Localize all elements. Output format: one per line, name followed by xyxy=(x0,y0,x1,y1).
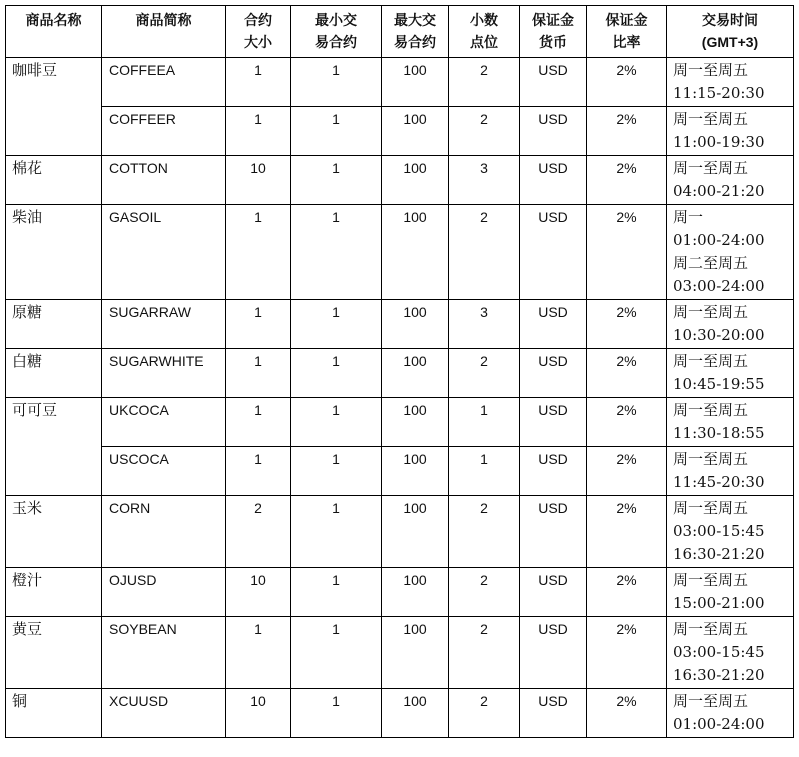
min-trade: 1 xyxy=(291,349,382,398)
margin-ratio: 2% xyxy=(587,107,667,156)
max-trade: 100 xyxy=(382,156,449,205)
trading-hours-line: 11:30-18:55 xyxy=(673,424,765,442)
product-name: 玉米 xyxy=(6,496,102,568)
margin-currency: USD xyxy=(520,300,587,349)
table-row xyxy=(6,58,794,107)
product-name: 原糖 xyxy=(6,300,102,349)
min-trade: 1 xyxy=(291,156,382,205)
table-row xyxy=(6,107,794,156)
margin-currency: USD xyxy=(520,568,587,617)
contract-size: 2 xyxy=(226,496,291,568)
table-body xyxy=(6,58,794,738)
trading-hours-line: 周一至周五 xyxy=(673,352,749,370)
trading-hours xyxy=(667,205,794,300)
trading-hours-line: 11:15-20:30 xyxy=(673,84,765,102)
trading-hours-line: 04:00-21:20 xyxy=(673,182,765,200)
trading-hours-line: 16:30-21:20 xyxy=(673,666,765,684)
margin-ratio: 2% xyxy=(587,58,667,107)
product-symbol: UKCOCA xyxy=(102,398,226,447)
header-decimals: 小数 点位 xyxy=(449,6,520,58)
table-row xyxy=(6,568,794,617)
product-name: 棉花 xyxy=(6,156,102,205)
min-trade: 1 xyxy=(291,205,382,300)
header-contract-size: 合约 大小 xyxy=(226,6,291,58)
trading-hours-line: 周一至周五 xyxy=(673,401,749,419)
trading-hours xyxy=(667,156,794,205)
margin-currency: USD xyxy=(520,107,587,156)
table-row xyxy=(6,156,794,205)
max-trade: 100 xyxy=(382,398,449,447)
trading-hours-line: 周一至周五 xyxy=(673,159,749,177)
header-margin-currency: 保证金 货币 xyxy=(520,6,587,58)
contract-size: 1 xyxy=(226,349,291,398)
margin-ratio: 2% xyxy=(587,689,667,738)
contract-size: 10 xyxy=(226,156,291,205)
table-header xyxy=(6,6,794,58)
product-symbol: CORN xyxy=(102,496,226,568)
header-trading-hours: 交易时间 (GMT+3) xyxy=(667,6,794,58)
decimals: 3 xyxy=(449,156,520,205)
max-trade: 100 xyxy=(382,58,449,107)
trading-hours xyxy=(667,349,794,398)
product-name: 咖啡豆 xyxy=(6,58,102,156)
product-symbol: SUGARRAW xyxy=(102,300,226,349)
trading-hours-line: 10:30-20:00 xyxy=(673,326,765,344)
margin-ratio: 2% xyxy=(587,447,667,496)
product-symbol: OJUSD xyxy=(102,568,226,617)
min-trade: 1 xyxy=(291,447,382,496)
margin-ratio: 2% xyxy=(587,349,667,398)
trading-hours-line: 15:00-21:00 xyxy=(673,594,765,612)
product-name: 白糖 xyxy=(6,349,102,398)
decimals: 3 xyxy=(449,300,520,349)
trading-hours-line: 周二至周五 xyxy=(673,254,749,272)
min-trade: 1 xyxy=(291,689,382,738)
trading-hours xyxy=(667,689,794,738)
max-trade: 100 xyxy=(382,617,449,689)
trading-hours xyxy=(667,447,794,496)
product-symbol: USCOCA xyxy=(102,447,226,496)
product-symbol: COFFEER xyxy=(102,107,226,156)
decimals: 2 xyxy=(449,107,520,156)
margin-currency: USD xyxy=(520,617,587,689)
trading-hours xyxy=(667,58,794,107)
product-symbol: COTTON xyxy=(102,156,226,205)
trading-hours-line: 周一至周五 xyxy=(673,620,749,638)
trading-hours-line: 03:00-15:45 xyxy=(673,522,765,540)
margin-ratio: 2% xyxy=(587,300,667,349)
table-row xyxy=(6,398,794,447)
trading-hours xyxy=(667,107,794,156)
margin-currency: USD xyxy=(520,156,587,205)
max-trade: 100 xyxy=(382,568,449,617)
commodity-contract-table xyxy=(5,5,794,738)
trading-hours-line: 周一至周五 xyxy=(673,450,749,468)
contract-size: 10 xyxy=(226,689,291,738)
contract-size: 10 xyxy=(226,568,291,617)
decimals: 2 xyxy=(449,58,520,107)
trading-hours-line: 11:45-20:30 xyxy=(673,473,765,491)
decimals: 1 xyxy=(449,447,520,496)
contract-size: 1 xyxy=(226,447,291,496)
contract-size: 1 xyxy=(226,205,291,300)
margin-ratio: 2% xyxy=(587,617,667,689)
min-trade: 1 xyxy=(291,496,382,568)
trading-hours-line: 16:30-21:20 xyxy=(673,545,765,563)
trading-hours-line: 周一至周五 xyxy=(673,61,749,79)
margin-ratio: 2% xyxy=(587,205,667,300)
decimals: 2 xyxy=(449,568,520,617)
header-symbol: 商品简称 xyxy=(102,6,226,58)
min-trade: 1 xyxy=(291,398,382,447)
margin-ratio: 2% xyxy=(587,496,667,568)
min-trade: 1 xyxy=(291,568,382,617)
trading-hours-line: 01:00-24:00 xyxy=(673,715,765,733)
product-symbol: COFFEEA xyxy=(102,58,226,107)
max-trade: 100 xyxy=(382,496,449,568)
product-name: 橙汁 xyxy=(6,568,102,617)
decimals: 2 xyxy=(449,689,520,738)
decimals: 2 xyxy=(449,496,520,568)
table-row xyxy=(6,205,794,300)
trading-hours-line: 11:00-19:30 xyxy=(673,133,765,151)
trading-hours-line: 03:00-24:00 xyxy=(673,277,765,295)
trading-hours-line: 03:00-15:45 xyxy=(673,643,765,661)
min-trade: 1 xyxy=(291,617,382,689)
margin-currency: USD xyxy=(520,205,587,300)
table-row xyxy=(6,447,794,496)
decimals: 2 xyxy=(449,205,520,300)
contract-size: 1 xyxy=(226,617,291,689)
margin-ratio: 2% xyxy=(587,568,667,617)
margin-currency: USD xyxy=(520,689,587,738)
margin-currency: USD xyxy=(520,398,587,447)
trading-hours-line: 周一至周五 xyxy=(673,571,749,589)
product-name: 可可豆 xyxy=(6,398,102,496)
margin-ratio: 2% xyxy=(587,398,667,447)
table-row xyxy=(6,689,794,738)
max-trade: 100 xyxy=(382,300,449,349)
product-name: 柴油 xyxy=(6,205,102,300)
header-name: 商品名称 xyxy=(6,6,102,58)
contract-size: 1 xyxy=(226,58,291,107)
max-trade: 100 xyxy=(382,689,449,738)
header-min-trade: 最小交 易合约 xyxy=(291,6,382,58)
margin-currency: USD xyxy=(520,58,587,107)
trading-hours-line: 周一至周五 xyxy=(673,110,749,128)
table-row xyxy=(6,496,794,568)
margin-currency: USD xyxy=(520,349,587,398)
margin-currency: USD xyxy=(520,447,587,496)
trading-hours xyxy=(667,568,794,617)
trading-hours xyxy=(667,300,794,349)
decimals: 1 xyxy=(449,398,520,447)
decimals: 2 xyxy=(449,349,520,398)
trading-hours-line: 周一至周五 xyxy=(673,692,749,710)
product-symbol: SUGARWHITE xyxy=(102,349,226,398)
table-row xyxy=(6,349,794,398)
product-name: 黄豆 xyxy=(6,617,102,689)
trading-hours xyxy=(667,398,794,447)
min-trade: 1 xyxy=(291,300,382,349)
table-row xyxy=(6,617,794,689)
header-max-trade: 最大交 易合约 xyxy=(382,6,449,58)
contract-size: 1 xyxy=(226,107,291,156)
header-margin-ratio: 保证金 比率 xyxy=(587,6,667,58)
trading-hours-line: 周一至周五 xyxy=(673,303,749,321)
max-trade: 100 xyxy=(382,107,449,156)
product-symbol: SOYBEAN xyxy=(102,617,226,689)
max-trade: 100 xyxy=(382,447,449,496)
header-row xyxy=(6,6,794,58)
margin-currency: USD xyxy=(520,496,587,568)
contract-size: 1 xyxy=(226,398,291,447)
trading-hours-line: 10:45-19:55 xyxy=(673,375,765,393)
trading-hours-line: 周一至周五 xyxy=(673,499,749,517)
decimals: 2 xyxy=(449,617,520,689)
min-trade: 1 xyxy=(291,107,382,156)
table-row xyxy=(6,300,794,349)
max-trade: 100 xyxy=(382,349,449,398)
trading-hours xyxy=(667,617,794,689)
trading-hours-line: 01:00-24:00 xyxy=(673,231,765,249)
max-trade: 100 xyxy=(382,205,449,300)
product-symbol: GASOIL xyxy=(102,205,226,300)
product-symbol: XCUUSD xyxy=(102,689,226,738)
contract-size: 1 xyxy=(226,300,291,349)
min-trade: 1 xyxy=(291,58,382,107)
trading-hours-line: 周一 xyxy=(673,208,704,226)
product-name: 铜 xyxy=(6,689,102,738)
trading-hours xyxy=(667,496,794,568)
margin-ratio: 2% xyxy=(587,156,667,205)
